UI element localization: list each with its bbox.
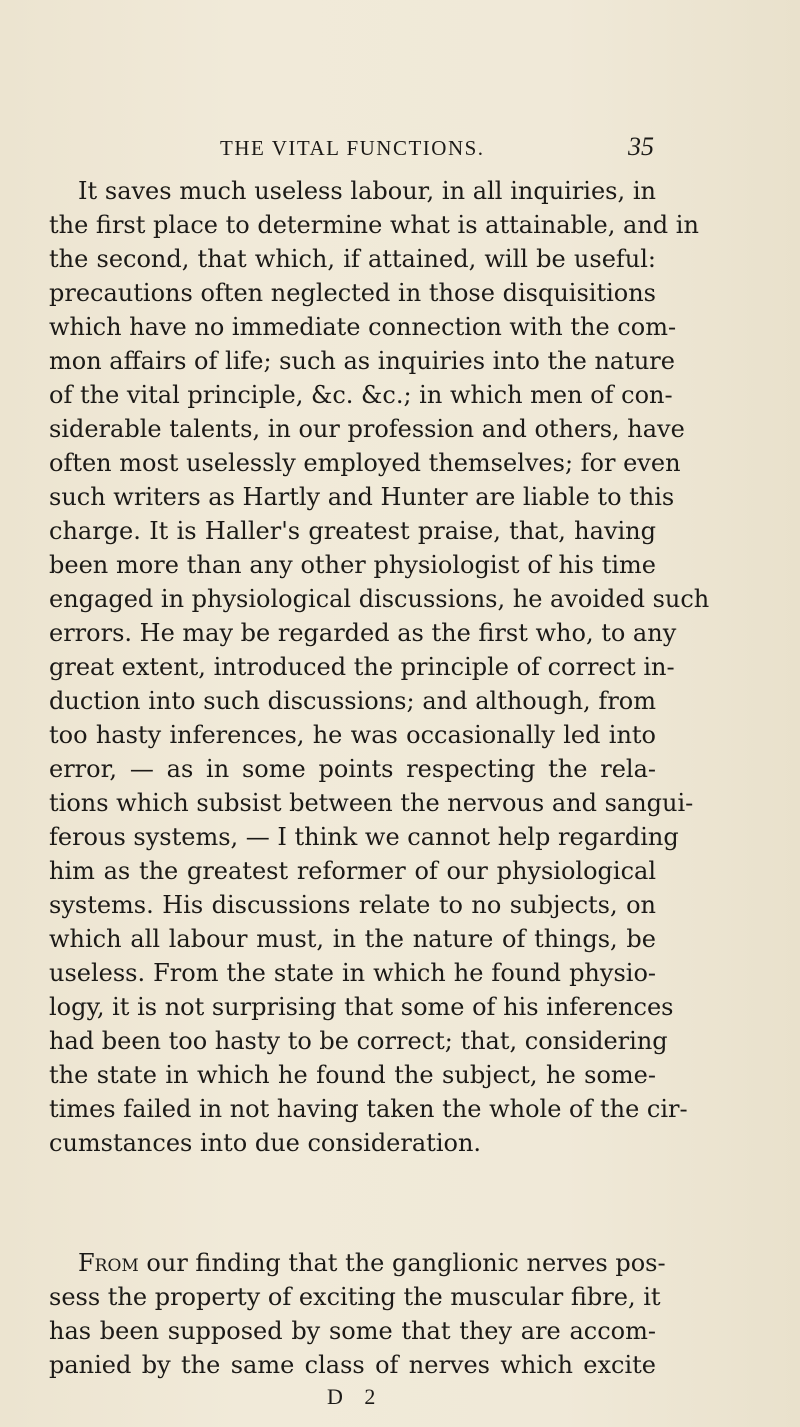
- text-line: engaged in physiological discussions, he avoided such: [49, 585, 710, 613]
- text-line: which have no immediate connection with the com-: [49, 313, 677, 341]
- text-line: error, — as in some points respecting the rela-: [49, 755, 656, 783]
- text-line: him as the greatest reformer of our physiological: [49, 857, 656, 885]
- text-line: logy, it is not surprising that some of his inferences: [49, 993, 674, 1021]
- text-line: which all labour must, in the nature of things, be: [49, 925, 656, 953]
- text-line: useless. From the state in which he found physio-: [49, 959, 656, 987]
- running-title: THE VITAL FUNCTIONS.: [220, 136, 485, 160]
- text-line: [78, 1246, 666, 1280]
- text-line: such writers as Hartly and Hunter are liable to this: [49, 483, 675, 511]
- text-line: of the vital principle, &c. &c.; in which men of con-: [49, 381, 673, 409]
- running-head: [0, 130, 800, 170]
- text-line: has been supposed by some that they are accom-: [49, 1317, 656, 1345]
- page-number: 35: [628, 132, 654, 161]
- text-line: had been too hasty to be correct; that, considering: [49, 1027, 668, 1055]
- text-line: precautions often neglected in those disquisitions: [49, 279, 656, 307]
- text-line: systems. His discussions relate to no subjects, on: [49, 891, 656, 919]
- text-line: sess the property of exciting the muscular fibre, it: [49, 1283, 661, 1311]
- text-line: the state in which he found the subject, he some-: [49, 1061, 656, 1089]
- text-line: often most uselessly employed themselves; for even: [49, 449, 681, 477]
- text-line: too hasty inferences, he was occasionally led into: [49, 721, 656, 749]
- text-line: the second, that which, if attained, will be useful:: [49, 245, 656, 273]
- text-line: duction into such discussions; and although, from: [49, 687, 656, 715]
- text-line: tions which subsist between the nervous and sangui-: [49, 789, 694, 817]
- text-line: times failed in not having taken the whole of the cir-: [49, 1095, 688, 1123]
- text-line: ferous systems, — I think we cannot help regarding: [49, 823, 679, 851]
- text-line: charge. It is Haller's greatest praise, that, having: [49, 517, 656, 545]
- text-line: cumstances into due consideration.: [49, 1129, 482, 1157]
- text-line: It saves much useless labour, in all inquiries, in: [78, 177, 656, 205]
- text-line: panied by the same class of nerves which excite: [49, 1351, 656, 1379]
- drop-word: From: [78, 1249, 139, 1277]
- signature-mark: D 2: [327, 1384, 384, 1409]
- text-line: mon affairs of life; such as inquiries into the nature: [49, 347, 675, 375]
- text-line: siderable talents, in our profession and others, have: [49, 415, 685, 443]
- text-line: been more than any other physiologist of his time: [49, 551, 656, 579]
- text-line-rest: our finding that the ganglionic nerves pos-: [138, 1249, 666, 1277]
- text-line: errors. He may be regarded as the first who, to any: [49, 619, 677, 647]
- text-line: great extent, introduced the principle of correct in-: [49, 653, 675, 681]
- text-line: the first place to determine what is attainable, and in: [49, 211, 699, 239]
